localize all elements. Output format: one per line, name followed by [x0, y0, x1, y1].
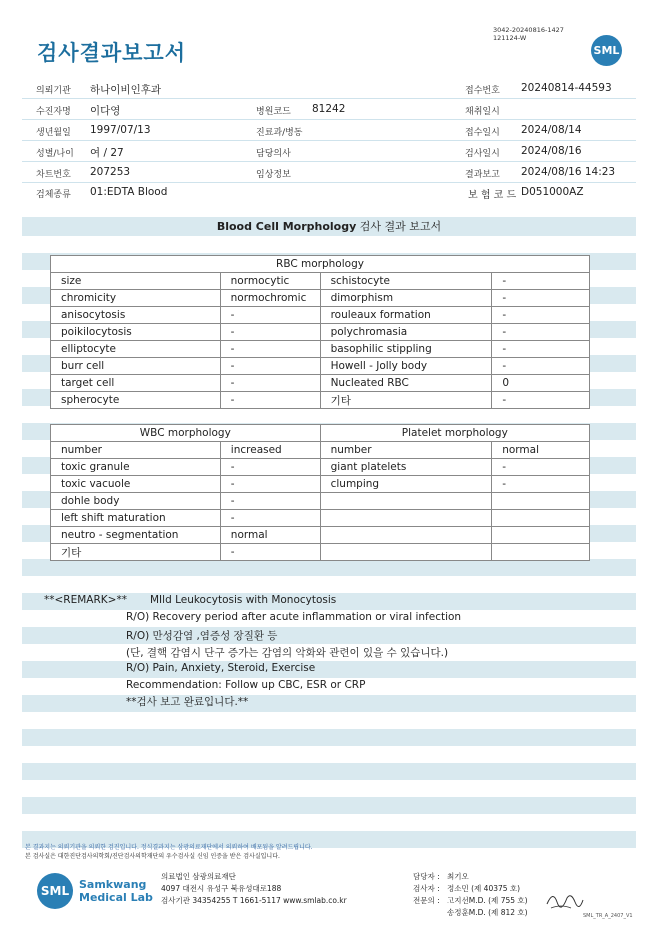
table-cell-item: Nucleated RBC: [320, 375, 492, 392]
table-cell-item: number: [320, 442, 492, 459]
stripe-band: [22, 559, 636, 576]
table-cell-result: normal: [492, 442, 590, 459]
table-cell-item: giant platelets: [320, 459, 492, 476]
table-cell-result: -: [220, 493, 320, 510]
footer-note: 본 결과지는 의뢰기관을 의뢰한 검진입니다. 정식결과지는 삼광의료재단에서 의뢰하여 배포됨을 알려드립니다.: [25, 844, 313, 851]
info-value: 이다영: [90, 105, 121, 117]
remark-line: **검사 보고 완료입니다.**: [126, 696, 249, 708]
table-cell-item: burr cell: [51, 358, 221, 375]
table-cell-result: [492, 527, 590, 544]
section-title-en: Blood Cell Morphology: [216, 220, 357, 233]
info-label: 접수일시: [465, 128, 500, 138]
sml-logo-icon: SML: [591, 35, 622, 66]
table-cell-result: -: [492, 273, 590, 290]
table-cell-item: [320, 493, 492, 510]
table-row: [51, 493, 590, 510]
info-value: 207253: [90, 166, 131, 178]
staff-list: [413, 871, 528, 919]
table-cell-item: polychromasia: [320, 324, 492, 341]
info-label: 검체종류: [36, 190, 71, 200]
document-id-line2: 121124-W: [493, 34, 527, 42]
table-row: [51, 392, 590, 409]
stripe-band: [22, 797, 636, 814]
table-row: [51, 442, 590, 459]
remark-line: Recommendation: Follow up CBC, ESR or CRP: [126, 679, 366, 691]
table-cell-result: [492, 510, 590, 527]
signature-icon: [545, 884, 585, 912]
form-code: SML_TR_A_2407_V1: [583, 913, 633, 919]
table-cell-result: -: [220, 459, 320, 476]
stripe-band: [22, 763, 636, 780]
table-cell-result: [492, 544, 590, 561]
table-cell-item: schistocyte: [320, 273, 492, 290]
stripe-band: [22, 729, 636, 746]
table-cell-result: -: [492, 324, 590, 341]
address-line: 검사기관 34354255 T 1661-5117 www.smlab.co.kr: [161, 896, 347, 905]
table-cell-result: -: [220, 476, 320, 493]
info-label: 생년월일: [36, 128, 71, 138]
info-value: 81242: [312, 103, 346, 115]
table-cell-item: dimorphism: [320, 290, 492, 307]
stripe-band: [22, 695, 636, 712]
remark-label: **<REMARK>**: [44, 594, 127, 606]
document-id: [493, 26, 564, 42]
table-cell-result: -: [220, 358, 320, 375]
table-cell-item: elliptocyte: [51, 341, 221, 358]
table-cell-result: normal: [220, 527, 320, 544]
table-cell-result: -: [492, 358, 590, 375]
platelet-table-header: Platelet morphology: [320, 425, 589, 442]
staff-label: 검사자 :: [413, 884, 440, 893]
info-value: 하나이비인후과: [90, 84, 162, 96]
table-cell-item: rouleaux formation: [320, 307, 492, 324]
info-row: [22, 162, 636, 183]
table-row: [51, 324, 590, 341]
rbc-table-header: RBC morphology: [51, 256, 590, 273]
table-cell-item: clumping: [320, 476, 492, 493]
remark-headline: MIld Leukocytosis with Monocytosis: [150, 594, 337, 606]
address-line: 의료법인 삼광의료재단: [161, 872, 236, 881]
address-line: 4097 대전시 유성구 북유성대로188: [161, 884, 282, 893]
info-label: 접수번호: [465, 86, 500, 96]
table-cell-result: -: [220, 324, 320, 341]
table-cell-result: -: [220, 307, 320, 324]
section-title: [22, 217, 636, 236]
table-cell-item: toxic vacuole: [51, 476, 221, 493]
info-row: [22, 78, 636, 99]
table-cell-item: 기타: [51, 544, 221, 561]
stripe-band: [22, 661, 636, 678]
rbc-table-body: [51, 273, 590, 409]
table-cell-item: neutro - segmentation: [51, 527, 221, 544]
rbc-morphology-table: [50, 255, 590, 409]
table-cell-result: normochromic: [220, 290, 320, 307]
table-cell-result: -: [492, 307, 590, 324]
footer-note: 본 검사실은 대한진단검사의학회/진단검사의학재단의 우수검사실 신임 인증을 받은 검사실입니다.: [25, 853, 280, 860]
table-cell-result: -: [492, 476, 590, 493]
table-row: [51, 358, 590, 375]
info-row: [22, 120, 636, 141]
staff-value: 최기오: [447, 872, 469, 881]
info-value: 01:EDTA Blood: [90, 186, 168, 198]
table-cell-item: Howell - Jolly body: [320, 358, 492, 375]
info-value: D051000AZ: [521, 186, 584, 198]
table-row: [51, 544, 590, 561]
table-row: [51, 527, 590, 544]
remark-line: R/O) 만성감염 ,염증성 장질환 등: [126, 630, 278, 642]
info-row: [22, 141, 636, 162]
info-row: [22, 99, 636, 120]
info-label: 성별/나이: [36, 149, 74, 159]
lab-address: [161, 871, 347, 907]
info-label: 임상정보: [256, 170, 291, 180]
table-row: [51, 307, 590, 324]
info-label: 수진자명: [36, 107, 71, 117]
table-cell-item: target cell: [51, 375, 221, 392]
staff-value: 고지선M.D. (제 755 호): [447, 896, 528, 905]
info-label: 보 험 코 드: [468, 190, 517, 201]
table-cell-item: left shift maturation: [51, 510, 221, 527]
table-cell-result: -: [492, 459, 590, 476]
table-row: [51, 510, 590, 527]
table-cell-result: -: [492, 392, 590, 409]
info-label: 차트번호: [36, 170, 71, 180]
table-cell-result: normocytic: [220, 273, 320, 290]
remark-line: R/O) Recovery period after acute inflammation or viral infection: [126, 611, 462, 623]
table-cell-result: -: [220, 392, 320, 409]
section-title-ko: 검사 결과 보고서: [356, 220, 442, 233]
info-value: 1997/07/13: [90, 124, 151, 136]
staff-label: 전문의 :: [413, 896, 440, 905]
info-label: 병원코드: [256, 107, 291, 117]
info-label: 진료과/병동: [256, 128, 303, 138]
remark-line: (단, 결핵 감염시 단구 증가는 감염의 악화와 관련이 있을 수 있습니다.): [126, 647, 449, 659]
info-value: 2024/08/16 14:23: [521, 166, 616, 178]
info-label: 담당의사: [256, 149, 291, 159]
table-row: [51, 459, 590, 476]
info-label: 결과보고: [465, 170, 500, 180]
brand-name: [79, 878, 153, 904]
table-cell-result: -: [492, 341, 590, 358]
table-row: [51, 273, 590, 290]
table-cell-item: poikilocytosis: [51, 324, 221, 341]
staff-label: 담당자 :: [413, 872, 440, 881]
sml-logo-icon: SML: [37, 873, 73, 909]
report-title: 검사결과보고서: [37, 41, 187, 65]
info-label: 검사일시: [465, 149, 500, 159]
table-cell-result: increased: [220, 442, 320, 459]
table-row: [51, 290, 590, 307]
table-row: [51, 476, 590, 493]
table-cell-result: [492, 493, 590, 510]
samkwang-logo: [37, 873, 153, 909]
table-row: [51, 341, 590, 358]
info-value: 2024/08/16: [521, 145, 582, 157]
wbc-platelet-table: [50, 424, 590, 561]
table-cell-item: toxic granule: [51, 459, 221, 476]
table-cell-item: number: [51, 442, 221, 459]
table-cell-item: chromicity: [51, 290, 221, 307]
table-cell-item: spherocyte: [51, 392, 221, 409]
stripe-band: [22, 627, 636, 644]
info-label: 채취일시: [465, 107, 500, 117]
table-cell-item: dohle body: [51, 493, 221, 510]
table-cell-result: -: [220, 544, 320, 561]
brand-line: Medical Lab: [79, 891, 153, 904]
info-row: [22, 182, 636, 203]
document-id-line1: 3042-20240816-1427: [493, 26, 564, 34]
table-cell-result: -: [220, 375, 320, 392]
staff-value: 송정훈M.D. (제 812 호): [447, 908, 528, 917]
brand-line: Samkwang: [79, 878, 147, 891]
table-cell-result: 0: [492, 375, 590, 392]
info-label: 의뢰기관: [36, 86, 71, 96]
table-cell-item: 기타: [320, 392, 492, 409]
table-cell-item: size: [51, 273, 221, 290]
staff-value: 정소민 (제 40375 호): [447, 884, 521, 893]
wbc-table-header: WBC morphology: [51, 425, 321, 442]
table-row: [51, 375, 590, 392]
info-value: 20240814-44593: [521, 82, 612, 94]
table-cell-result: -: [492, 290, 590, 307]
table-cell-result: -: [220, 341, 320, 358]
table-cell-item: anisocytosis: [51, 307, 221, 324]
table-cell-result: -: [220, 510, 320, 527]
table-cell-item: basophilic stippling: [320, 341, 492, 358]
remark-line: R/O) Pain, Anxiety, Steroid, Exercise: [126, 662, 316, 674]
table-cell-item: [320, 544, 492, 561]
info-value: 2024/08/14: [521, 124, 582, 136]
table-cell-item: [320, 510, 492, 527]
wbc-table-body: [51, 442, 590, 561]
table-cell-item: [320, 527, 492, 544]
info-value: 여 / 27: [90, 147, 124, 159]
